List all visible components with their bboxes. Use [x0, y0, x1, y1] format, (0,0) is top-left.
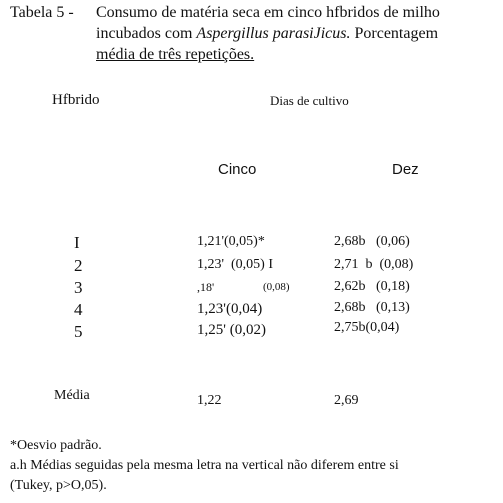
cell-cinco: ,18' — [197, 280, 215, 294]
cell-dez: 2,68b (0,13) — [334, 300, 410, 315]
caption-line-1: Consumo de matéria seca em cinco hfbridos de milho — [96, 4, 440, 21]
footnote-letters: a.h Médias seguidas pela mesma letra na vertical não diferem entre si — [10, 458, 399, 473]
row-label: 5 — [74, 322, 83, 341]
caption-species: Aspergillus parasiJicus. — [196, 25, 351, 42]
row-label: 4 — [74, 300, 83, 319]
cell-dez: 2,62b (0,18) — [334, 279, 410, 294]
mean-cinco: 1,22 — [197, 393, 222, 408]
column-header-cinco: Cinco — [218, 161, 257, 178]
cell-cinco: 1,23'(0,04) — [197, 301, 263, 317]
group-header: Dias de cultivo — [270, 93, 349, 108]
row-header: Hfbrido — [52, 92, 100, 108]
footnote-std: *Oesvio padrão. — [10, 438, 102, 453]
row-label: 3 — [74, 278, 83, 297]
cell-cinco: 1,25' (0,02) — [197, 322, 266, 338]
mean-dez: 2,69 — [334, 393, 359, 408]
table-number: Tabela 5 - — [10, 4, 74, 21]
cell-cinco: 1,21'(0,05)* — [197, 234, 265, 249]
mean-label: Média — [54, 388, 90, 403]
cell-cinco: 1,23' (0,05) I — [197, 257, 274, 272]
caption-line-3: média de três repetições. — [96, 46, 255, 63]
cell-dez: 2,68b (0,06) — [334, 234, 410, 249]
cell-dez: 2,71 b (0,08) — [334, 257, 414, 272]
row-label: I — [74, 233, 80, 252]
footnote-test: (Tukey, p>O,05). — [10, 478, 107, 493]
row-label: 2 — [74, 256, 83, 275]
caption-line-2-pre: incubados com — [96, 25, 197, 42]
column-header-dez: Dez — [392, 161, 419, 178]
cell-cinco-extra: (0,08) — [263, 281, 290, 293]
caption-line-2-post: Porcentagem — [350, 25, 439, 42]
cell-dez: 2,75b(0,04) — [334, 320, 400, 335]
caption-line-2 — [96, 25, 438, 43]
